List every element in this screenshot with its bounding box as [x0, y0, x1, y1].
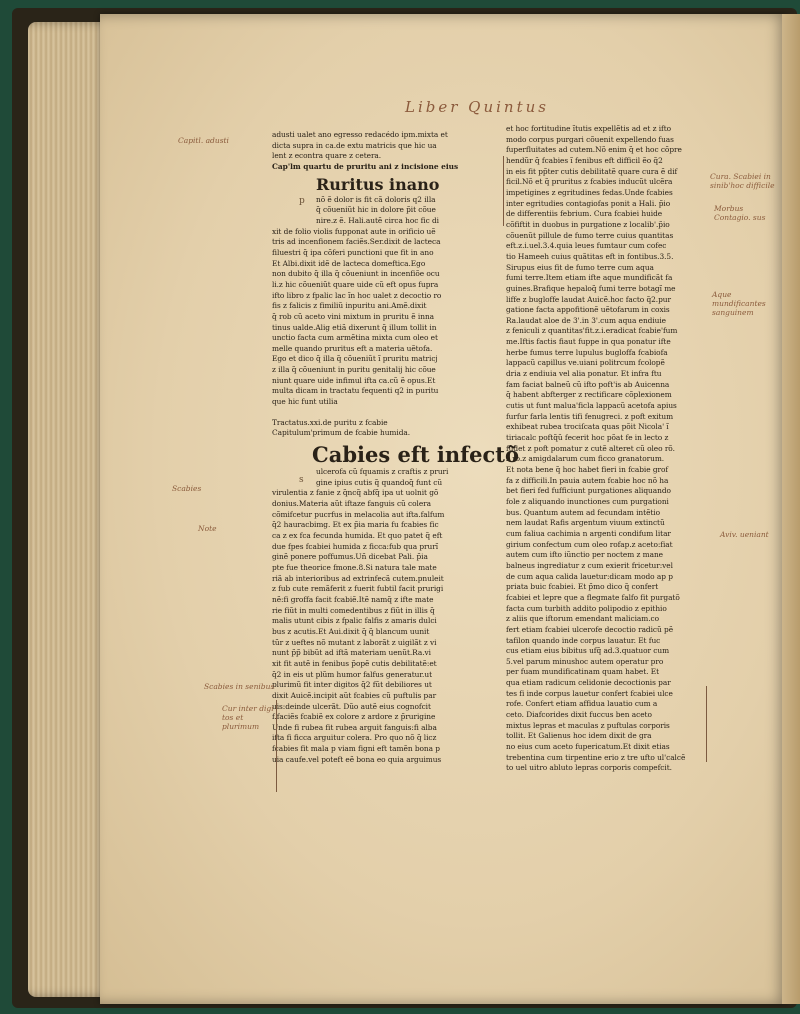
text-line: tio Hameeh cuius quãtitas eft in fontibus.3.5. [506, 251, 674, 261]
text-line: me.Iftis factis fiaut fuppe in qua ponatur ifte [506, 337, 671, 347]
text-line: de cum aqua calida lauetur:dicam modo ap p [506, 571, 673, 581]
text-line: gine ipius cutis q̃ quandoq̃ funt cũ [316, 477, 443, 487]
text-line: li.z hic cõueniũt quare uide cũ eft opus fupra [272, 279, 439, 289]
margin-note: Morbus Contagio. sus [714, 204, 766, 222]
text-line: z feniculi z quantitas'fit.z.i.eradicat fcabie'fum [506, 326, 678, 336]
text-line: q̃ cõueniũt hic in dolore p̃it cõue [316, 205, 436, 215]
text-line: uia caufe.vel poteft eẽ bona eo quia arguimus [272, 754, 442, 764]
chapter-heading-1: Ruritus inano [316, 174, 440, 194]
text-line: fole z aliquando inunctiones cum purgationi [506, 496, 669, 506]
right-column [506, 124, 712, 788]
text-line: Unde fi rubea fit rubea arguit fanguis:fi alba [272, 722, 437, 732]
chapter-heading-2: Cabies eft infectõ [312, 442, 520, 468]
text-line: dria z endiuia vel alia ponatur. Et infra ftu [506, 369, 662, 379]
text-line: mixtus lepras et maculas z puftulas corporis [506, 720, 670, 730]
text-line: modo corpus purgari cõuenit expellendo fuas [506, 134, 674, 144]
margin-note: Scabies [172, 484, 202, 493]
text-line: cus etiam eius bibitus ufq̃ ad.3.quatuor cum [506, 646, 670, 656]
text-line: furfur farla lentis tifi fenugreci. z poft exitum [506, 411, 674, 421]
text-line: cõmifcetur pucrfus in melacolia aut ifta.falfum [272, 509, 445, 519]
text-line: Tractatus.xxi.de puritu z fcabie [272, 417, 388, 427]
text-line: liffe z bugloffe laudat Auicẽ.hoc facto q̃2.pur [506, 294, 671, 304]
text-line: 5.vel parum minushoc autem operatur pro [506, 656, 664, 666]
text-line: fuperfluitates ad cutem.Nõ enim q̃ et hoc cõpre [506, 145, 682, 155]
margin-bracket [706, 686, 707, 762]
text-line: plurimũ fit inter digitos q̃2 fũt debiliores ut [272, 680, 432, 690]
spacer [272, 408, 486, 418]
text-line: riã ab interioribus ad extrinfecã cutem.pnuleit [272, 573, 444, 583]
text-line: uis:deinde ulcerãt. Dũo autẽ eius cognofcit [272, 701, 431, 711]
running-head: Liber Quintus [405, 98, 549, 116]
margin-note: Cura. Scabiei in sinib'hoc difficile [710, 172, 775, 190]
text-line: z illa q̃ cõueniunt in puritu genitalij hic cõue [272, 365, 436, 375]
text-line: q̃2 hauracbimg. Et ex p̃ia maria fu fcabies fic [272, 520, 439, 530]
text-line: fumi terre.Item etiam ifte aque mundificãt fa [506, 273, 673, 283]
margin-note: Cur inter digi tos et plurimum [222, 704, 274, 731]
text-line: tafilon quando inde corpus lauatur. Et fuc [506, 635, 661, 645]
margin-note: Aviv. ueniant [720, 530, 769, 539]
text-line: melle quando pruritus eft a materia uẽtofa. [272, 343, 433, 353]
left-body-1 [272, 195, 486, 408]
text-line: rofe. Confert etiam affidua lauatio cum a [506, 699, 658, 709]
text-line: fis z falicis z fimiliũ inpuritu ani.Amẽ.dixit [272, 301, 427, 311]
text-line: q̃2 in eis ut plũm humor falfus generatur.ut [272, 669, 432, 679]
text-line: nunt p̃p̃ bibũt ad iftã materiam uenũt.Ra.vi [272, 648, 431, 658]
text-line: ca z ex fca fecunda humida. Et quo patet q̃ eft [272, 531, 443, 540]
text-line: to uel uitro abluto lepras corporis compefcit. [506, 763, 672, 773]
text-line: Et nota bene q̃ hoc habet fieri in fcabie grof [506, 465, 669, 474]
text-line: in eis fit pp̃ter cutis debilitatẽ quare cura ẽ dif [506, 166, 678, 176]
text-line: virulentia z fanie z q̃ncq̃ abfq̃ ipa ut uolnit gõ [272, 488, 439, 498]
margin-note: Capitl. adusti [178, 136, 229, 145]
guide-letter-2: s [299, 475, 304, 485]
text-line: lappacũ capillus ve.uiani politrcum fcolopẽ [506, 358, 665, 368]
text-line: adusti ualet ano egresso redacédo ipm.mixta et [272, 130, 448, 139]
text-line: ifto libro z fpalic lac ĩn hoc ualet z decoctio ro [272, 290, 442, 300]
text-line: ficil.Nõ et q̃ pruritus z fcabies inducũt ulcẽra [506, 177, 673, 187]
text-line: balneus ingrediatur z cum exierit fricetur:vel [506, 560, 673, 570]
text-line: lent z econtra quare z cetera. [272, 151, 382, 161]
text-line: exhibeat rubea trociſcata quas põit Nicola' ĩ [506, 422, 669, 432]
text-line: z fub cute remãferit z fuerit fubtil facit prurigi [272, 584, 444, 594]
text-line: que hic funt utilia [272, 397, 338, 407]
text-line: bet fieri fed fufficiunt purgationes aliquando [506, 486, 671, 496]
left-body-2 [272, 467, 486, 765]
text-line: bus. Quantum autem ad fecundam intẽtio [506, 507, 661, 517]
text-line: xit fit autẽ in fenibus p̃opẽ cutis debilitatẽ:et [272, 658, 437, 668]
text-line: donius.Materia aũt iftaze fanguis cũ colera [272, 499, 432, 509]
margin-note: Aque mundificantes sanguinem [712, 290, 766, 317]
text-line: nõ ẽ dolor is fit cã doloris q2 illa [316, 194, 436, 204]
text-line: fa z difficili.In pauia autem fcabie hoc nõ ha [506, 475, 669, 485]
margin-bracket [503, 156, 504, 226]
text-line: priata buic fcabiei. Et p̃mo dico q̃ confert [506, 582, 659, 592]
text-line: due fpes fcabiei humida z ficca:fub qua prurĩ [272, 541, 439, 551]
text-line: nire.z ẽ. Hali.autẽ circa hoc fic di [316, 215, 439, 225]
text-line: tũr z ueftes nõ mutant z laborãt z uigilãt z vi [272, 637, 437, 647]
text-line: Ego et dico q̃ illa q̃ cõueniũt ĩ pruritu matricj [272, 354, 438, 364]
text-line: eft.z.i.uel.3.4.quia leues fumtaur cum cofec [506, 241, 667, 251]
margin-note: Scabies in senibus [204, 682, 275, 691]
text-line: multa dicam in tractatu fequenti q2 in puritu [272, 386, 439, 396]
guide-letter-1: p [299, 196, 305, 206]
text-line: tes fi inde corpus lauetur confert fcabiei ulce [506, 688, 673, 698]
text-line: dicta supra in ca.de extu matricis que hic ua [272, 140, 437, 150]
text-line: q̃ habent abfterger z rectificare cõplexionem [506, 390, 672, 400]
left-intro [272, 130, 486, 162]
text-line: nẽ:fi groffa facit fcabiẽ.Itẽ namq̃ z ifte mate [272, 594, 434, 604]
text-line: gatione facta appofitionẽ uẽtofarum in coxis [506, 305, 670, 315]
page-right-edge [782, 14, 800, 1004]
text-line: cõuenũt pillule de fumo terre cuius quantitas [506, 230, 674, 240]
text-line: dixit Auicẽ.incipit aũt fcabies cũ puftulis par [272, 690, 437, 700]
text-line: non dubito q̃ illa q̃ cõueniunt in incenfiõe ocu [272, 269, 440, 279]
text-line: fcabies fit mala p viam figni eft tamẽn bona p [272, 744, 440, 754]
text-line: fudet z poft pomatur z cutẽ alteret cũ oleo rõ. [506, 443, 675, 453]
text-line: q̃ rob cũ aceto vini mixtum in pruritu ẽ inna [272, 311, 435, 321]
text-line: fcabiei et lepre que a flegmate falfo fit purgatõ [506, 592, 680, 602]
text-line: unctio facta cum armẽtina mixta cum oleo et [272, 333, 438, 343]
text-line: trebentina cum tirpentine erio z tre ufto ul'calcẽ [506, 752, 686, 762]
text-line: fam faciat balneũ cũ ifto poft'is ab Auicenna [506, 379, 670, 389]
text-line: malis utunt cibis z fpalic falfis z amaris dulci [272, 616, 437, 626]
text-line: cutis ut funt malua'ficla lappacũ acetofa apius [506, 401, 677, 411]
left-column [272, 130, 520, 794]
text-line: et hoc fortitudine ĩtutis expellẽtis ad et z ifto [506, 124, 672, 133]
text-line: fert etiam fcabiei ulcerofe decoctio radicũ pẽ [506, 624, 674, 634]
text-line: girium confectum cum oleo rofap.z aceto:fiat [506, 539, 673, 549]
text-line: z aliis que iftorum emendant maliciam.co [506, 614, 659, 624]
text-line: impetigines z egritudines fedas.Unde fcabies [506, 187, 673, 197]
text-line: tiriacalc poftq̃ũ fecerit hoc põat fe in lecto z [506, 433, 669, 443]
text-line: ifta fi ficca arguitur colera. Pro quo nõ q̃ licz [272, 733, 437, 743]
text-line: rie fiũt in multi comedentibus z fiũt in illis q̃ [272, 605, 435, 615]
text-line: herbe fumus terre lupulus bugloffa fcabiofa [506, 347, 668, 357]
text-line: tris ad incenfionem faciẽs.Ser.dixit de lacteca [272, 237, 441, 247]
text-line: guines.Brafique hepaloq̃ fumi terre botagĩ me [506, 283, 676, 293]
text-line: per fuam mundificatinam quam habet. Et [506, 667, 660, 677]
text-line: tollit. Et Galienus hoc idem dixit de gra [506, 731, 652, 741]
tract-heading [272, 418, 486, 439]
margin-note: Note [198, 524, 217, 533]
text-line: autem cum ifto iũnctio per noctem z mane [506, 550, 663, 560]
text-line: facta cum turbith addito polipodio z epithio [506, 603, 667, 613]
text-line: cum faliua cachimia n argenti condifum litar [506, 528, 671, 538]
text-line: Capitulum'primum de fcabie humida. [272, 428, 411, 438]
chapter-rubric-1: Cap'lm quartu de pruritu ani z incisione eius [272, 161, 459, 171]
text-line: f.faciẽs fcabiẽ ex colore z ardore z p̃rurigine [272, 712, 436, 722]
text-line: xit de folio violis fupponat aute in orificio uẽ [272, 226, 436, 236]
text-line: filuestri q̃ ipa cõferi punctioni que fit in ano [272, 247, 434, 257]
text-line: nem laudat Rafis argentum viuum extinctũ [506, 518, 665, 528]
text-line: cõfiftit in duobus in purgatione z localib'.p̃io [506, 219, 670, 229]
text-line: niunt quare uide infimul ifta ca.cũ ẽ opus.Et [272, 375, 436, 385]
text-line: bus z acutis.Et Aui.dixit q̃ q̃ blancum uunit [272, 626, 430, 636]
text-line: inter egritudies contagiofas ponit a Hali. p̃io [506, 198, 671, 208]
text-line: qua etiam radicum celidonie decoctionis par [506, 678, 671, 688]
text-line: de differentiis febrium. Cura fcabiei huide [506, 209, 663, 219]
text-line: ulcerofa cũ fquamis z craftis z pruri [316, 467, 449, 477]
text-line: tinus ualde.Alig etiã dixerunt q̃ illum tollit in [272, 322, 437, 332]
text-line: z ro.z amigdalarum cum ficco granatorum. [506, 454, 665, 464]
text-line: Et Albi.dixit idẽ de lacteca domeftica.Ego [272, 258, 426, 268]
text-line: Ra.laudat aloe de 3'.in 3'.cum aqua endiuie [506, 315, 666, 325]
text-line: ginẽ ponere poffumus.Uñ dicebat Pali. p̃ia [272, 552, 428, 562]
text-line: no eius cum aceto fupericatum.Et dixit etias [506, 742, 670, 752]
text-line: hendũr q̃ fcabies ĩ fenibus eft difficil ẽo q̃2 [506, 155, 663, 165]
right-body [506, 124, 712, 774]
text-line: ceto. Diafcorides dixit fuccus ben aceto [506, 710, 652, 720]
margin-bracket [276, 700, 277, 792]
text-line: Sirupus eius fit de fumo terre cum aqua [506, 262, 654, 272]
text-line: pte fue theorice fmone.8.Si natura tale mate [272, 562, 437, 572]
